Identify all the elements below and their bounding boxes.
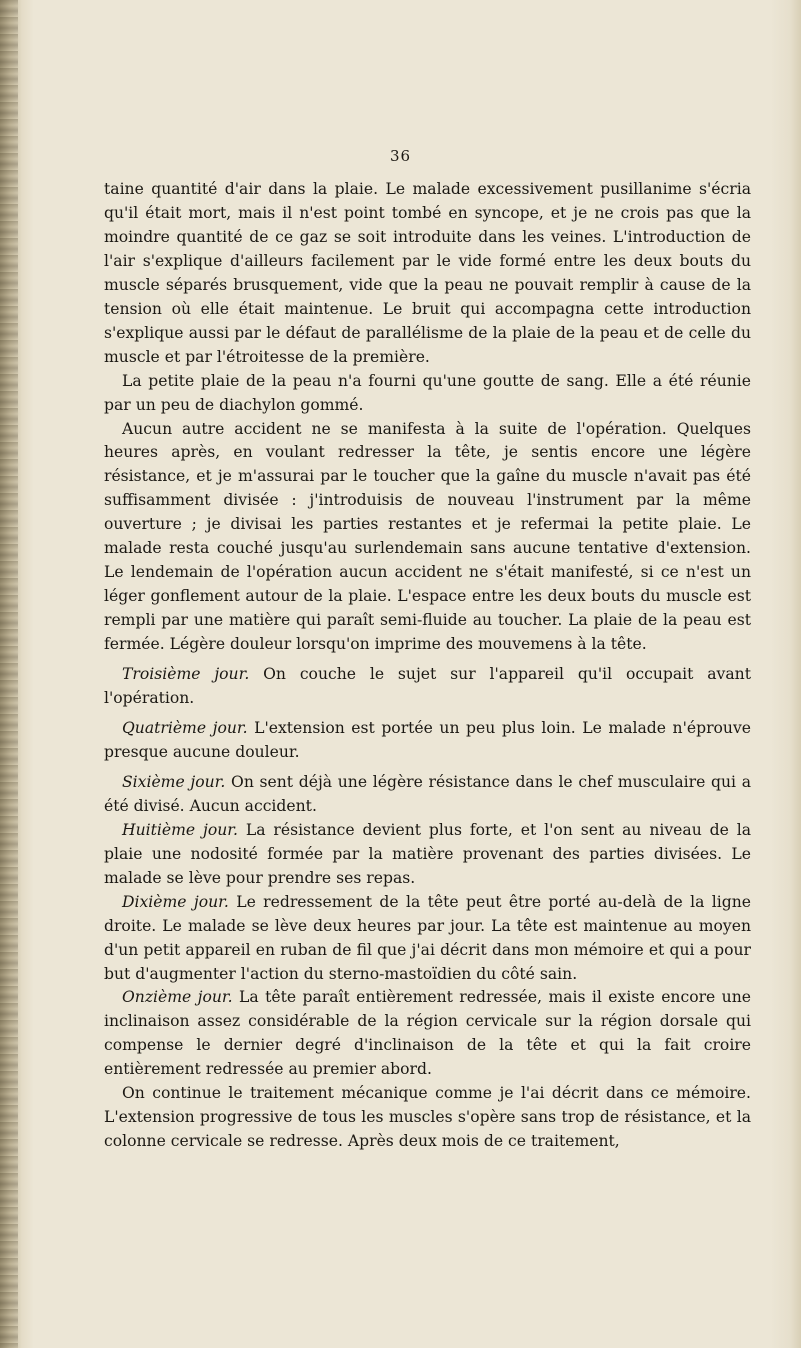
day-heading: Troisième jour. — [122, 665, 250, 684]
paragraph — [104, 178, 751, 370]
paragraph-text: Le redressement de la tête peut être porté au-delà de la ligne droite. Le malade se lève deux heures par jour. La tête est maintenue au moyen d'un petit appareil en ruban de fil que j'ai décrit dans mon mémoire et qui a pour but d'augmenter l'action du sterno-mastoïdien du côté sain. — [104, 892, 752, 983]
body-text — [104, 178, 751, 1154]
day-heading: Onzième jour. — [122, 988, 233, 1007]
paragraph-day — [104, 819, 751, 891]
paragraph-text: On continue le traitement mécanique comme je l'ai décrit dans ce mémoire. L'extension progressive de tous les muscles s'opère sans trop de résistance, et la colonne cervicale se redresse. Après deux mois de ce traitement, — [104, 1084, 751, 1151]
day-heading: Dixième jour. — [122, 892, 229, 911]
page-number: 36 — [389, 147, 412, 165]
paragraph-text: La petite plaie de la peau n'a fourni qu'une goutte de sang. Elle a été réunie par un peu de diachylon gommé. — [104, 371, 751, 414]
paragraph-text: La tête paraît entièrement redressée, mais il existe encore une inclinaison assez considérable de la région cervicale sur la région dorsale qui compense le dernier degré d'inclinaison de la tête et qui la fait croire entièrement redressée au premier abord. — [104, 988, 751, 1079]
page-binding-edge — [0, 0, 18, 1348]
paragraph — [104, 1082, 751, 1154]
paragraph — [104, 418, 751, 658]
paragraph — [104, 370, 751, 418]
paragraph-day — [104, 663, 751, 711]
day-heading: Huitième jour. — [122, 820, 238, 839]
paragraph-text: L'extension est portée un peu plus loin. Le malade n'éprouve presque aucune douleur. — [104, 718, 751, 761]
paragraph-text: taine quantité d'air dans la plaie. Le malade excessivement pusillanime s'écria qu'il était mort, mais il n'est point tombé en syncope, et je ne crois pas que la moindre quantité de ce gaz se soit introduite dans les veines. L'introduction de l'air s'explique d'ailleurs facilement par le vide formé entre les deux bouts du muscle séparés brusquement, vide que la peau ne pouvait remplir à cause de la tension où elle était maintenue. Le bruit qui accompagna cette introduction s'explique aussi par le défaut de parallélisme de la plaie de la peau et de celle du muscle et par l'étroitesse de la première. — [104, 180, 751, 366]
paragraph-day — [104, 986, 751, 1082]
paragraph-text: On sent déjà une légère résistance dans le chef musculaire qui a été divisé. Aucun accident. — [104, 772, 751, 815]
paragraph-day — [104, 771, 751, 819]
day-heading: Quatrième jour. — [122, 718, 248, 737]
paragraph-day — [104, 717, 751, 765]
paragraph-text: On couche le sujet sur l'appareil qu'il occupait avant l'opération. — [104, 665, 751, 708]
paragraph-day — [104, 891, 751, 987]
day-heading: Sixième jour. — [122, 772, 226, 791]
paragraph-text: Aucun autre accident ne se manifesta à la suite de l'opération. Quelques heures après, en voulant redresser la tête, je sentis encore une légère résistance, et je m'assurai par le toucher que la gaîne du muscle n'avait pas été suffisamment divisée : j'introduisis de nouveau l'instrument par la même ouverture ; je divisai les parties restantes et je refermai la petite plaie. Le malade resta couché jusqu'au surlendemain sans aucune tentative d'extension. Le lendemain de l'opération aucun accident ne s'était manifesté, si ce n'est un léger gonflement autour de la plaie. L'espace entre les deux bouts du muscle est rempli par une matière qui paraît semi-fluide au toucher. La plaie de la peau est fermée. Légère douleur lorsqu'on imprime des mouvemens à la tête. — [104, 419, 751, 654]
paragraph-text: La résistance devient plus forte, et l'on sent au niveau de la plaie une nodosité formée par la matière provenant des parties divisées. Le malade se lève pour prendre ses repas. — [104, 820, 752, 887]
